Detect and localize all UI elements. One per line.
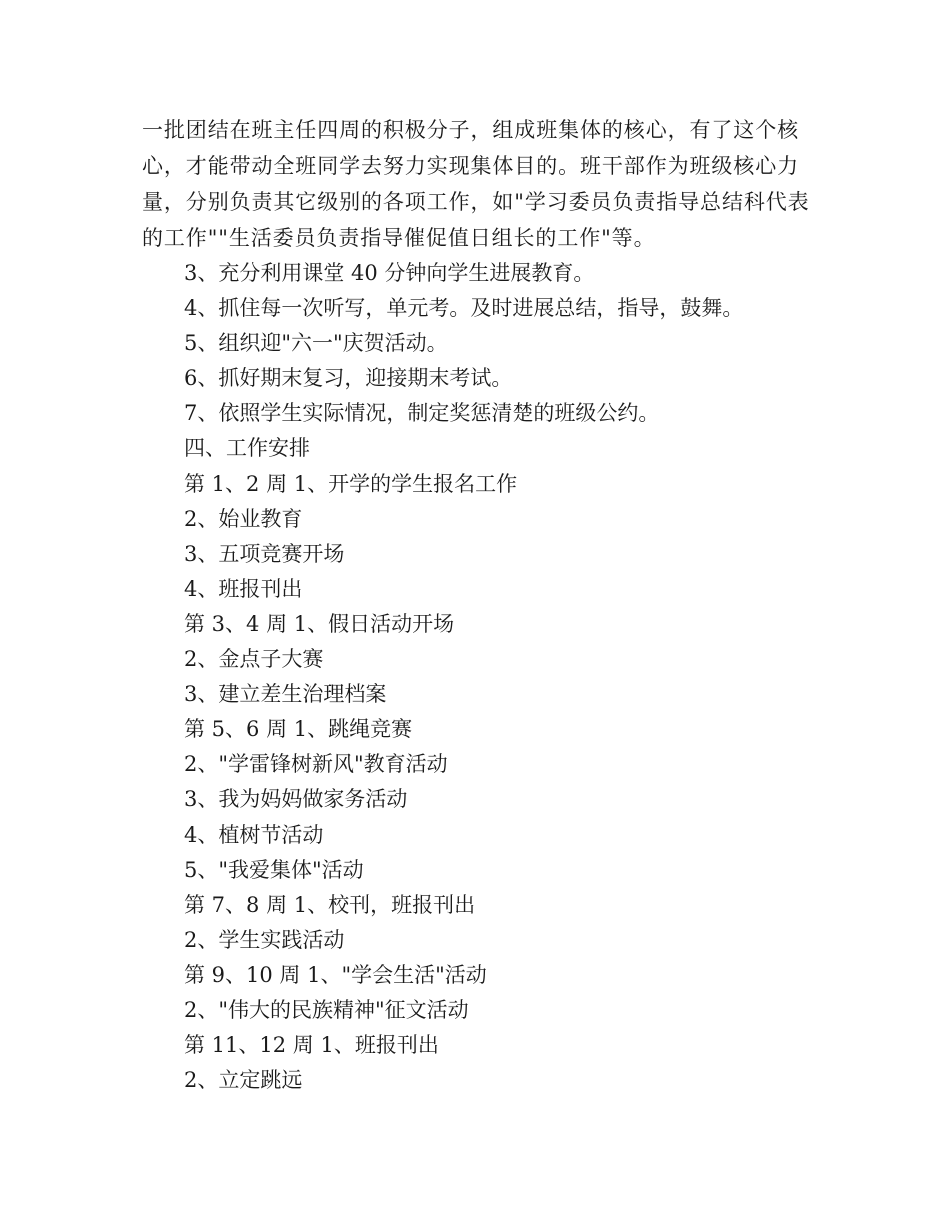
intro-line: 量，分别负责其它级别的各项工作，如"学习委员负责指导总结科代表 xyxy=(142,190,810,214)
list-item: 3、建立差生治理档案 xyxy=(184,682,387,707)
list-item: 2、始业教育 xyxy=(184,506,303,531)
intro-line: 心，才能带动全班同学去努力实现集体目的。班干部作为班级核心力 xyxy=(142,154,799,178)
intro-line: 一批团结在班主任四周的积极分子，组成班集体的核心，有了这个核 xyxy=(142,118,799,142)
list-item: 3、充分利用课堂 40 分钟向学生进展教育。 xyxy=(184,261,595,285)
list-item: 4、抓住每一次听写，单元考。及时进展总结，指导，鼓舞。 xyxy=(184,296,744,321)
list-item: 6、抓好期末复习，迎接期末考试。 xyxy=(184,366,513,391)
list-item: 4、植树节活动 xyxy=(184,822,324,847)
list-item: 2、立定跳远 xyxy=(184,1068,303,1093)
week-item: 第 11、12 周 1、班报刊出 xyxy=(184,1033,439,1058)
week-item: 第 3、4 周 1、假日活动开场 xyxy=(184,611,455,636)
list-item: 5、组织迎"六一"庆贺活动。 xyxy=(184,331,448,356)
list-item: 2、金点子大赛 xyxy=(184,647,324,672)
list-item: 3、五项竞赛开场 xyxy=(184,541,345,566)
week-item: 第 7、8 周 1、校刊，班报刊出 xyxy=(184,892,476,917)
intro-line: 的工作""生活委员负责指导催促值日组长的工作"等。 xyxy=(142,226,656,250)
section-heading: 四、工作安排 xyxy=(184,436,310,461)
list-item: 2、"伟大的民族精神"征文活动 xyxy=(184,997,469,1022)
list-item: 2、"学雷锋树新风"教育活动 xyxy=(184,752,448,777)
list-item: 5、"我爱集体"活动 xyxy=(184,857,364,882)
plan-list xyxy=(142,256,822,1098)
list-item: 2、学生实践活动 xyxy=(184,927,345,952)
week-item: 第 1、2 周 1、开学的学生报名工作 xyxy=(184,471,518,496)
week-item: 第 5、6 周 1、跳绳竞赛 xyxy=(184,717,413,742)
week-item: 第 9、10 周 1、"学会生活"活动 xyxy=(184,962,487,987)
list-item: 3、我为妈妈做家务活动 xyxy=(184,787,408,812)
intro-paragraph xyxy=(142,112,822,256)
document-body xyxy=(142,112,822,1098)
list-item: 7、依照学生实际情况，制定奖惩清楚的班级公约。 xyxy=(184,401,660,426)
list-item: 4、班报刊出 xyxy=(184,576,303,601)
